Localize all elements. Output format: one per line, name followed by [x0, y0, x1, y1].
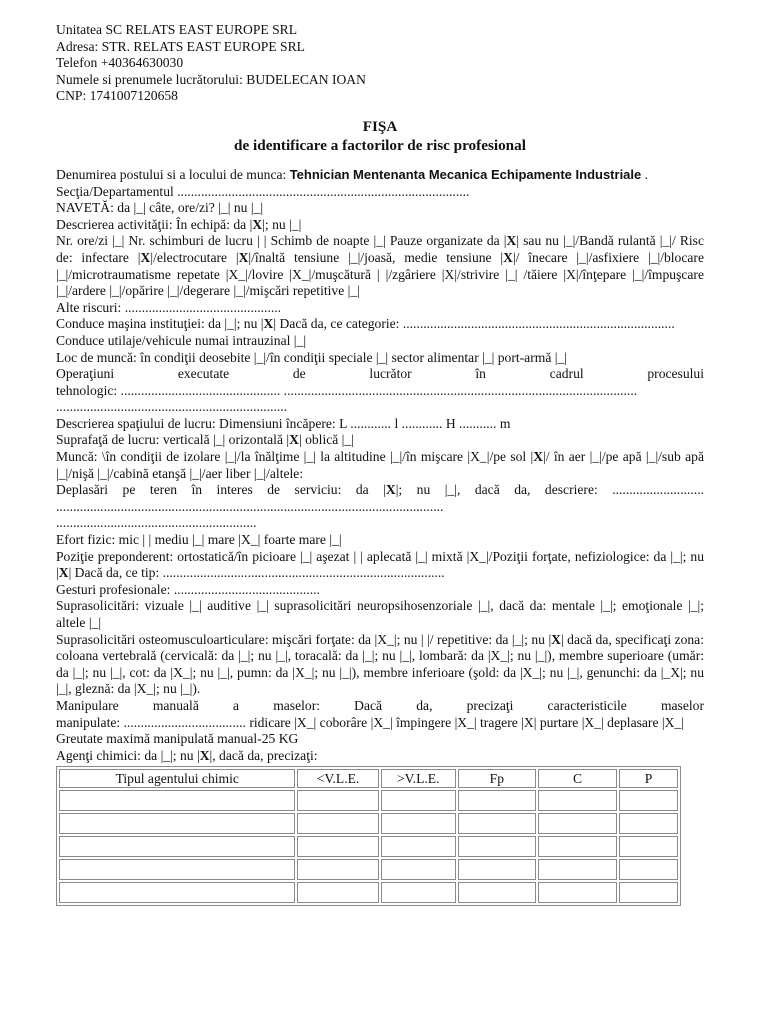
- operations-line-1: Operaţiuni executate de lucrător în cadrul procesului: [56, 366, 704, 382]
- work-mark: X: [533, 449, 544, 465]
- table-cell[interactable]: [59, 790, 295, 811]
- document-page: [56, 22, 704, 906]
- table-cell[interactable]: [381, 790, 456, 811]
- surface-label: Suprafaţă de lucru: verticală |_| orizontală |: [56, 432, 290, 448]
- posture-mark: X: [58, 565, 69, 581]
- table-cell[interactable]: [458, 790, 536, 811]
- manual-handling-line-1: Manipulare manuală a maselor: Dacă da, precizaţi caracteristicile maselor: [56, 697, 704, 713]
- table-cell[interactable]: [538, 790, 617, 811]
- other-risks-field: Alte riscuri: ..............................................: [56, 299, 282, 315]
- table-row: [59, 836, 678, 857]
- table-row: [59, 790, 678, 811]
- header-agent-type: Tipul agentului chimic: [59, 769, 295, 788]
- cnp-line: CNP: 1741007120658: [56, 88, 178, 104]
- operations-line-2: tehnologic: ............................................... ........................................................................................................: [56, 382, 638, 398]
- phone-line: Telefon +40364630030: [56, 55, 184, 71]
- effort-field: Efort fizic: mic | | mediu |_| mare |X_| foarte mare |_|: [56, 532, 342, 548]
- schedule-mark-1: X: [506, 233, 517, 249]
- table-cell[interactable]: [59, 859, 295, 880]
- job-value: Tehnician Mentenanta Mecanica Echipamente Industriale: [289, 166, 642, 182]
- overload-field: Suprasolicitări: vizuale |_| auditive |_| suprasolicitări neuropsihosenzoriale |_|, dacă da: mentale |_|; emoţionale |_|; altele |_|: [56, 598, 704, 630]
- table-cell[interactable]: [458, 859, 536, 880]
- travel-dots: ...........................................................: [56, 515, 257, 531]
- table-cell[interactable]: [619, 882, 678, 903]
- travel-text-b: |; nu |_|, dacă da, descriere: ........................... ..................................................................................................................: [56, 482, 704, 514]
- activity-field: [56, 217, 704, 234]
- address-line: Adresa: STR. RELATS EAST EUROPE SRL: [56, 38, 305, 54]
- space-field: Descrierea spaţiului de lucru: Dimensiuni încăpere: L ............ l ............ H ........... m: [56, 415, 511, 431]
- osteo-text-b: | dacă da, specificaţi zona: coloana vertebrală (cervicală: da |_|; nu |_|, toracală: da |_|; nu |_|, lombară: da |X_|; nu |_|), membre superioare (umăr: da |_|; nu |_|, cot: da |X_|; nu |_|, pumn: da |X_|; nu |_|), membre inferioare (şold: da |X_|; nu |_|, genunchi: da |_X|; nu |_|, gleznă: da |X_|; nu |_|).: [56, 631, 704, 697]
- activity-mark: X: [252, 216, 263, 232]
- table-cell[interactable]: [458, 882, 536, 903]
- posture-text-b: | Dacă da, ce tip: ...................................................................................: [68, 565, 445, 581]
- max-weight-field: Greutate maximă manipulată manual-25 KG: [56, 731, 299, 747]
- job-end: .: [641, 166, 649, 182]
- table-cell[interactable]: [297, 813, 378, 834]
- header-above-vle: >V.L.E.: [381, 769, 456, 788]
- table-cell[interactable]: [538, 813, 617, 834]
- schedule-mark-4: X: [503, 249, 513, 265]
- schedule-text-a: Nr. ore/zi |_| Nr. schimburi de lucru | | Schimb de noapte |_| Pauze organizate da |: [56, 233, 507, 249]
- posture-text-a: Poziţie preponderent: ortostatică/în picioare |_| aşezat | | aplecată |_| mixtă |X_|/Poziţii forţate, nefiziologice: da |_|; nu |: [56, 548, 704, 581]
- table-header-row: [59, 769, 678, 788]
- table-row: [59, 859, 678, 880]
- drives-field: [56, 316, 704, 333]
- job-label: Denumirea postului si a locului de munca:: [56, 166, 290, 182]
- document-subtitle: de identificare a factorilor de risc profesional: [234, 136, 526, 154]
- table-cell[interactable]: [297, 790, 378, 811]
- worker-name-line: Numele si prenumele lucrătorului: BUDELECAN IOAN: [56, 71, 366, 87]
- table-row: [59, 882, 678, 903]
- travel-field: [56, 482, 704, 515]
- workplace-field: Loc de muncă: în condiţii deosebite |_|/în condiţii speciale |_| sector alimentar |_| port-armă |_|: [56, 349, 567, 365]
- schedule-text-c: |/electrocutare |: [150, 249, 239, 265]
- osteo-text-a: Suprasolicitări osteomusculoarticulare: mişcări forţate: da |X_|; nu | |/ repetitive: da |_|; nu |: [56, 631, 552, 647]
- work-text-b: |/ în aer |_|/pe apă |_|/sub apă |_|/nişă |_|/cabină etanşă |_|/aer liber |_|/altele:: [56, 449, 704, 481]
- surface-mark: X: [289, 432, 299, 448]
- naveta-field: NAVETĂ: da |_| câte, ore/zi? |_| nu |_|: [56, 200, 264, 216]
- table-cell[interactable]: [381, 859, 456, 880]
- table-cell[interactable]: [297, 882, 378, 903]
- work-text-a: Muncă: \în condiţii de izolare |_|/la înălţime |_| la altitudine |_|/în mişcare |X_|/pe sol |: [56, 449, 534, 465]
- table-cell[interactable]: [538, 882, 617, 903]
- table-cell[interactable]: [458, 813, 536, 834]
- drives-mark: X: [263, 316, 274, 332]
- work-conditions-field: [56, 449, 704, 482]
- header-fp: Fp: [458, 769, 536, 788]
- osteo-field: [56, 632, 704, 698]
- chem-label: Agenţi chimici: da |_|; nu |: [56, 747, 200, 763]
- unit-line: Unitatea SC RELATS EAST EUROPE SRL: [56, 22, 298, 37]
- schedule-text-d: |/înaltă tensiune |_|/joasă, medie tensiune |: [248, 249, 504, 265]
- document-title: FIŞA: [362, 117, 398, 135]
- table-cell[interactable]: [59, 836, 295, 857]
- table-cell[interactable]: [538, 859, 617, 880]
- chem-rest: |, dacă da, precizaţi:: [209, 747, 318, 763]
- table-cell[interactable]: [381, 836, 456, 857]
- table-row: [59, 813, 678, 834]
- table-cell[interactable]: [619, 836, 678, 857]
- table-cell[interactable]: [59, 813, 295, 834]
- table-cell[interactable]: [619, 790, 678, 811]
- activity-label: Descrierea activităţii: În echipă: da |: [56, 216, 253, 232]
- chem-mark: X: [199, 747, 210, 763]
- table-cell[interactable]: [381, 813, 456, 834]
- chemical-agents-field: [56, 748, 704, 765]
- travel-mark: X: [385, 482, 396, 498]
- schedule-mark-3: X: [238, 249, 249, 265]
- schedule-risk-field: [56, 233, 704, 299]
- surface-rest: | oblică |_|: [298, 432, 354, 448]
- schedule-mark-2: X: [140, 249, 151, 265]
- schedule-text-b: | sau nu |_|/Bandă rulantă |_|/ Risc de: infectare |: [56, 233, 705, 265]
- table-cell[interactable]: [538, 836, 617, 857]
- surface-field: [56, 432, 704, 449]
- table-cell[interactable]: [297, 836, 378, 857]
- drives-label: Conduce maşina instituţiei: da |_|; nu |: [56, 316, 264, 332]
- header-below-vle: <V.L.E.: [297, 769, 378, 788]
- header-c: C: [538, 769, 617, 788]
- osteo-mark: X: [551, 631, 561, 647]
- table-cell[interactable]: [619, 859, 678, 880]
- manual-handling-line-2: manipulate: .................................... ridicare |X_| coborâre |X_| împingere |X_| tragere |X| purtare |X_| deplasare |X_|: [56, 714, 684, 730]
- table-cell[interactable]: [297, 859, 378, 880]
- header-block: [56, 22, 704, 105]
- drives-rest: | Dacă da, ce categorie: ................................................................................: [273, 316, 675, 332]
- activity-rest: |; nu |_|: [262, 216, 302, 232]
- schedule-text-e: |/ înecare |_|/asfixiere |_|/blocare |_|/microtraumatisme repetate |X_|/lovire |X_|/muşcătură | |/zgâriere |X|/strivire |_| /tăiere |X|/înţepare |_|/împuşcare |_|/ardere |_|/opărire |_|/degerare |_|/mişcări repetitive |_|: [56, 249, 704, 299]
- table-cell[interactable]: [458, 836, 536, 857]
- table-cell[interactable]: [59, 882, 295, 903]
- operations-line-3: ....................................................................: [56, 399, 288, 415]
- header-p: P: [619, 769, 678, 788]
- gestures-field: Gesturi profesionale: ...........................................: [56, 581, 320, 597]
- table-cell[interactable]: [619, 813, 678, 834]
- intra-field: Conduce utilaje/vehicule numai intrauzinal |_|: [56, 332, 307, 348]
- posture-field: [56, 549, 704, 582]
- section-field: Secţia/Departamentul ......................................................................................: [56, 183, 470, 199]
- chemical-agents-table: [56, 766, 681, 906]
- travel-text-a: Deplasări pe teren în interes de serviciu: da |: [56, 482, 386, 498]
- table-cell[interactable]: [381, 882, 456, 903]
- job-title-field: [56, 167, 704, 184]
